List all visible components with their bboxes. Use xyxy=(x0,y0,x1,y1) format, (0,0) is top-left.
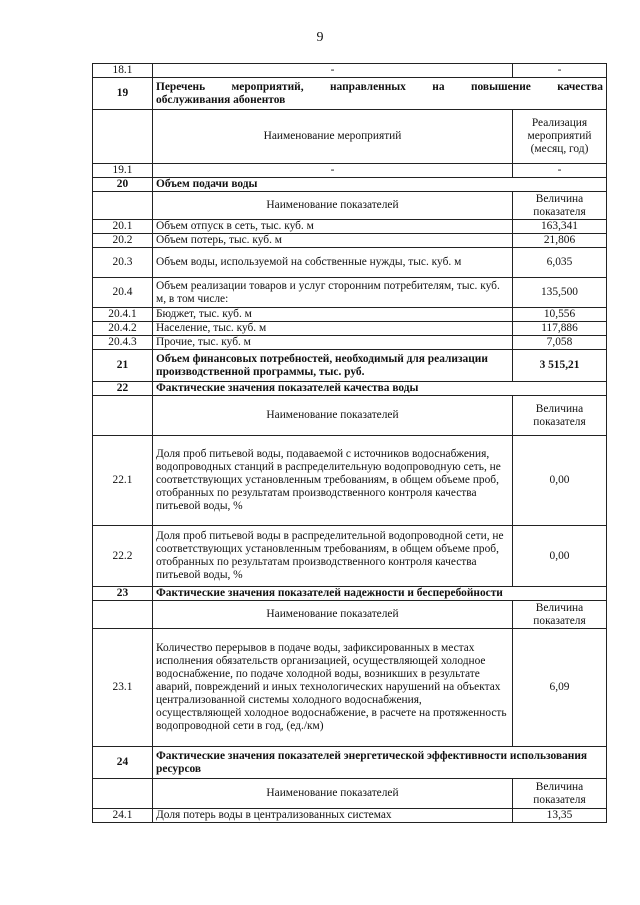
section-title: Фактические значения показателей качества воды xyxy=(153,382,607,396)
section-row xyxy=(93,178,607,192)
section-title: Объем подачи воды xyxy=(153,178,607,192)
header-name: Наименование показателей xyxy=(153,779,513,809)
row-value: 6,035 xyxy=(513,248,607,278)
row-number: 22.1 xyxy=(93,436,153,526)
header-value: Величина показателя xyxy=(513,779,607,809)
table-row xyxy=(93,436,607,526)
section-row xyxy=(93,587,607,601)
section-number: 19 xyxy=(93,78,153,110)
row-number: 24.1 xyxy=(93,809,153,823)
row-name: Бюджет, тыс. куб. м xyxy=(153,308,513,322)
section-row xyxy=(93,78,607,110)
section-value: 3 515,21 xyxy=(513,350,607,382)
row-number: 18.1 xyxy=(93,64,153,78)
row-value: 10,556 xyxy=(513,308,607,322)
row-name: Доля проб питьевой воды, подаваемой с источников водоснабжения, водопроводных станций в распределительную водопроводную сеть, не соответствующих установленным требованиям, в общем объеме проб, отобранных по результатам производственного контроля качества питьевой воды, % xyxy=(153,436,513,526)
row-number: 20.3 xyxy=(93,248,153,278)
table-row xyxy=(93,336,607,350)
row-name: Прочие, тыс. куб. м xyxy=(153,336,513,350)
table-row xyxy=(93,248,607,278)
section-row xyxy=(93,382,607,396)
row-value: 135,500 xyxy=(513,278,607,308)
header-name: Наименование показателей xyxy=(153,192,513,220)
header-number-cell xyxy=(93,396,153,436)
table-row xyxy=(93,164,607,178)
table-row xyxy=(93,64,607,78)
header-name: Наименование показателей xyxy=(153,601,513,629)
row-name: Объем воды, используемой на собственные нужды, тыс. куб. м xyxy=(153,248,513,278)
table-row xyxy=(93,322,607,336)
row-number: 20.2 xyxy=(93,234,153,248)
header-value: Величина показателя xyxy=(513,192,607,220)
table-row xyxy=(93,278,607,308)
table-row xyxy=(93,308,607,322)
table-row xyxy=(93,809,607,823)
row-name: Объем потерь, тыс. куб. м xyxy=(153,234,513,248)
row-name: - xyxy=(153,164,513,178)
header-number-cell xyxy=(93,779,153,809)
row-value: - xyxy=(513,64,607,78)
row-number: 22.2 xyxy=(93,526,153,587)
header-row xyxy=(93,779,607,809)
row-number: 20.4.3 xyxy=(93,336,153,350)
header-value: Величина показателя xyxy=(513,601,607,629)
row-value: 163,341 xyxy=(513,220,607,234)
row-number: 23.1 xyxy=(93,629,153,747)
section-row xyxy=(93,350,607,382)
row-name: Население, тыс. куб. м xyxy=(153,322,513,336)
section-title xyxy=(153,78,607,110)
row-name: Доля потерь воды в централизованных системах xyxy=(153,809,513,823)
row-number: 20.1 xyxy=(93,220,153,234)
header-row xyxy=(93,192,607,220)
row-value: 13,35 xyxy=(513,809,607,823)
header-row xyxy=(93,396,607,436)
header-number-cell xyxy=(93,192,153,220)
table-row xyxy=(93,629,607,747)
section-title: Объем финансовых потребностей, необходимый для реализации производственной программы, тыс. руб. xyxy=(153,350,513,382)
production-program-table xyxy=(92,63,607,823)
row-name: Объем отпуск в сеть, тыс. куб. м xyxy=(153,220,513,234)
header-number-cell xyxy=(93,601,153,629)
row-number: 20.4 xyxy=(93,278,153,308)
row-name: - xyxy=(153,64,513,78)
section-title-line: обслуживания абонентов xyxy=(156,93,286,106)
header-row xyxy=(93,601,607,629)
header-row xyxy=(93,110,607,164)
row-number: 20.4.2 xyxy=(93,322,153,336)
section-number: 22 xyxy=(93,382,153,396)
header-name: Наименование показателей xyxy=(153,396,513,436)
row-name: Объем реализации товаров и услуг сторонним потребителям, тыс. куб. м, в том числе: xyxy=(153,278,513,308)
row-number: 20.4.1 xyxy=(93,308,153,322)
section-row xyxy=(93,747,607,779)
row-value: 0,00 xyxy=(513,526,607,587)
row-value: - xyxy=(513,164,607,178)
row-name: Количество перерывов в подаче воды, зафиксированных в местах исполнения обязательств организацией, осуществляющей холодное водоснабжение, по подаче холодной воды, возникших в результате аварий, повреждений и иных технологических нарушений на объектах централизованной системы холодного водоснабжения, осуществляющей холодное водоснабжение, в расчете на протяженность водопроводной сети в год, (ед./км) xyxy=(153,629,513,747)
header-value: Реализация мероприятий (месяц, год) xyxy=(513,110,607,164)
table-row xyxy=(93,234,607,248)
page-number: 9 xyxy=(316,30,324,45)
section-number: 21 xyxy=(93,350,153,382)
table-row xyxy=(93,220,607,234)
header-number-cell xyxy=(93,110,153,164)
section-number: 23 xyxy=(93,587,153,601)
row-value: 0,00 xyxy=(513,436,607,526)
row-value: 117,886 xyxy=(513,322,607,336)
header-name: Наименование мероприятий xyxy=(153,110,513,164)
section-title: Фактические значения показателей энергетической эффективности использования ресурсов xyxy=(153,747,607,779)
section-title-line: Перечень мероприятий, направленных на повышение качества xyxy=(156,80,603,93)
section-title: Фактические значения показателей надежности и бесперебойности xyxy=(153,587,607,601)
table-row xyxy=(93,526,607,587)
row-value: 6,09 xyxy=(513,629,607,747)
row-value: 21,806 xyxy=(513,234,607,248)
header-value: Величина показателя xyxy=(513,396,607,436)
section-number: 20 xyxy=(93,178,153,192)
row-value: 7,058 xyxy=(513,336,607,350)
row-name: Доля проб питьевой воды в распределительной водопроводной сети, не соответствующих установленным требованиям, в общем объеме проб, отобранных по результатам производственного контроля качества питьевой воды, % xyxy=(153,526,513,587)
section-number: 24 xyxy=(93,747,153,779)
row-number: 19.1 xyxy=(93,164,153,178)
